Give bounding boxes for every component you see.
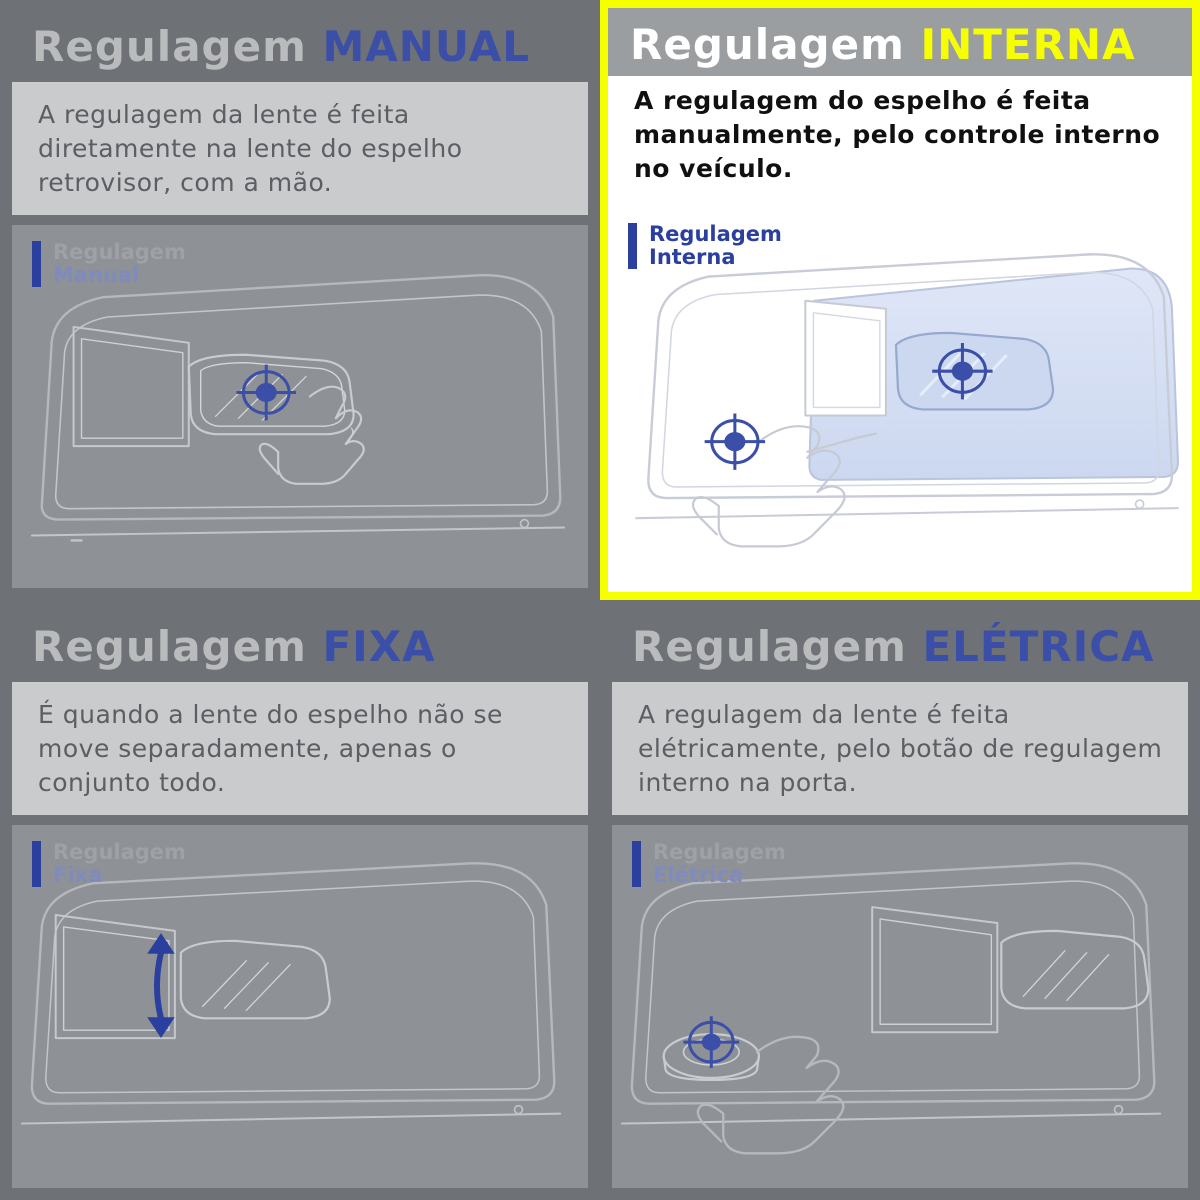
figure-label-line2: Fixa: [53, 862, 103, 887]
panel-interna-description: A regulagem do espelho é feita manualmente, pelo controle interno no veículo.: [608, 76, 1192, 199]
panel-manual[interactable]: [0, 0, 600, 600]
panel-interna-heading: [608, 8, 1192, 76]
panel-fixa-inner: [10, 610, 590, 1190]
panel-eletrica-description: A regulagem da lente é feita elétricamente, pelo botão de regulagem interno na porta.: [612, 682, 1188, 815]
figure-label-line1: Regulagem: [53, 240, 186, 265]
figure-label-line2: Manual: [53, 262, 140, 287]
panel-fixa-figure: [12, 825, 588, 1188]
panel-eletrica[interactable]: [600, 600, 1200, 1200]
heading-word-type: INTERNA: [920, 20, 1136, 69]
heading-word-regulagem: Regulagem: [32, 622, 307, 671]
heading-word-type: ELÉTRICA: [922, 622, 1155, 671]
figure-label-line2: Interna: [649, 244, 736, 269]
figure-label-line2: Elétrica: [653, 862, 743, 887]
panel-interna[interactable]: [600, 0, 1200, 600]
panel-manual-description: A regulagem da lente é feita diretamente na lente do espelho retrovisor, com a mão.: [12, 82, 588, 215]
heading-word-type: FIXA: [322, 622, 436, 671]
panel-manual-inner: [10, 10, 590, 590]
panel-interna-inner: [608, 8, 1192, 592]
crosshair-icon: [684, 1017, 740, 1069]
panel-eletrica-heading: [610, 610, 1190, 682]
heading-word-regulagem: Regulagem: [32, 22, 307, 71]
crosshair-icon-secondary: [705, 414, 765, 470]
panel-eletrica-inner: [610, 610, 1190, 1190]
panel-fixa-description: É quando a lente do espelho não se move separadamente, apenas o conjunto todo.: [12, 682, 588, 815]
figure-label-manual: [32, 241, 186, 286]
figure-label-eletrica: [632, 841, 786, 886]
heading-word-regulagem: Regulagem: [630, 20, 905, 69]
panel-manual-heading: [10, 10, 590, 82]
panel-fixa-heading: [10, 610, 590, 682]
panel-interna-figure: [608, 207, 1192, 592]
heading-word-regulagem: Regulagem: [632, 622, 907, 671]
figure-label-line1: Regulagem: [653, 840, 786, 865]
panel-fixa[interactable]: [0, 600, 600, 1200]
figure-label-line1: Regulagem: [649, 222, 782, 247]
figure-label-fixa: [32, 841, 186, 886]
heading-word-type: MANUAL: [322, 22, 530, 71]
panel-manual-figure: [12, 225, 588, 588]
figure-label-interna: [628, 223, 782, 268]
panel-eletrica-figure: [612, 825, 1188, 1188]
figure-label-line1: Regulagem: [53, 840, 186, 865]
